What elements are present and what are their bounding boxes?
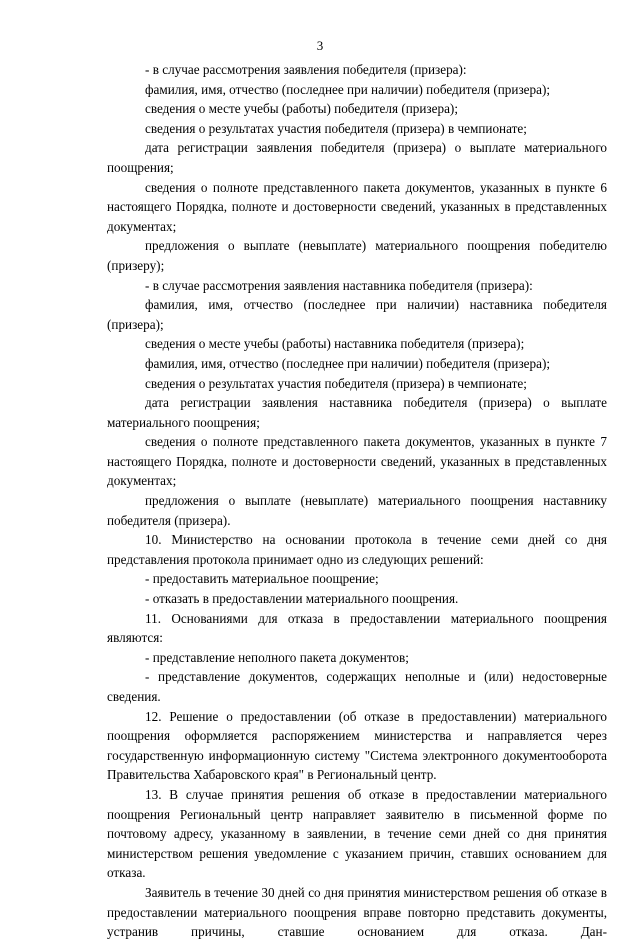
- paragraph: сведения о месте учебы (работы) наставника победителя (призера);: [145, 336, 525, 352]
- paragraph: дата регистрации заявления победителя (призера) о выплате материального поощрения;: [107, 140, 607, 175]
- paragraph: сведения о результатах участия победителя (призера) в чемпионате;: [145, 375, 527, 391]
- paragraph: - представление неполного пакета документов;: [145, 649, 409, 665]
- paragraph: 11. Основаниями для отказа в предоставлении материального поощрения являются:: [107, 610, 607, 646]
- paragraph: - предоставить материальное поощрение;: [145, 571, 379, 587]
- paragraph: фамилия, имя, отчество (последнее при наличии) наставника победителя (призера);: [107, 297, 607, 332]
- paragraph: сведения о полноте представленного пакета документов, указанных в пункте 7 настоящего Порядка, полноте и достоверности сведений, указанных в представленных документах;: [107, 434, 607, 489]
- paragraph: сведения о полноте представленного пакета документов, указанных в пункте 6 настоящего Порядка, полноте и достоверности сведений, указанных в представленных документах;: [107, 179, 607, 234]
- paragraph: - отказать в предоставлении материального поощрения.: [145, 591, 459, 607]
- paragraph: предложения о выплате (невыплате) материального поощрения наставнику победителя (призера).: [107, 493, 607, 528]
- paragraph: сведения о месте учебы (работы) победителя (призера);: [145, 101, 458, 117]
- paragraph: 10. Министерство на основании протокола в течение семи дней со дня представления протокола принимает одно из следующих решений:: [107, 532, 607, 567]
- paragraph: 12. Решение о предоставлении (об отказе в предоставлении) материального поощрения оформляется распоряжением министерства и направляется через государственную информационную систему "Система электронного документооборота Правительства Хабаровского края" в Региональный центр.: [107, 708, 607, 783]
- page-number: 3: [316, 38, 324, 53]
- paragraph: дата регистрации заявления наставника победителя (призера) о выплате материального поощрения;: [107, 395, 607, 430]
- paragraph: - представление документов, содержащих неполные и (или) недостоверные сведения.: [107, 669, 607, 704]
- paragraph: - в случае рассмотрения заявления победителя (призера):: [145, 62, 467, 77]
- document-body: [107, 60, 607, 942]
- paragraph: фамилия, имя, отчество (последнее при наличии) победителя (призера);: [145, 81, 551, 97]
- paragraph: 13. В случае принятия решения об отказе в предоставлении материального поощрения Региональный центр направляет заявителю в письменной форме по почтовому адресу, указанному в заявлении, в течение семи дней со дня принятия министерством решения уведомление с указанием причин, ставших основанием для отказа.: [107, 786, 607, 881]
- paragraph: - в случае рассмотрения заявления наставника победителя (призера):: [145, 277, 533, 293]
- paragraph: Заявитель в течение 30 дней со дня принятия министерством решения об отказе в предоставлении материального поощрения вправе повторно представить документы, устранив причины, ставшие основанием для отказа. Дан-: [107, 884, 607, 940]
- paragraph: сведения о результатах участия победителя (призера) в чемпионате;: [145, 120, 527, 136]
- paragraph: фамилия, имя, отчество (последнее при наличии) победителя (призера);: [145, 355, 551, 371]
- paragraph: предложения о выплате (невыплате) материального поощрения победителю (призеру);: [107, 238, 607, 273]
